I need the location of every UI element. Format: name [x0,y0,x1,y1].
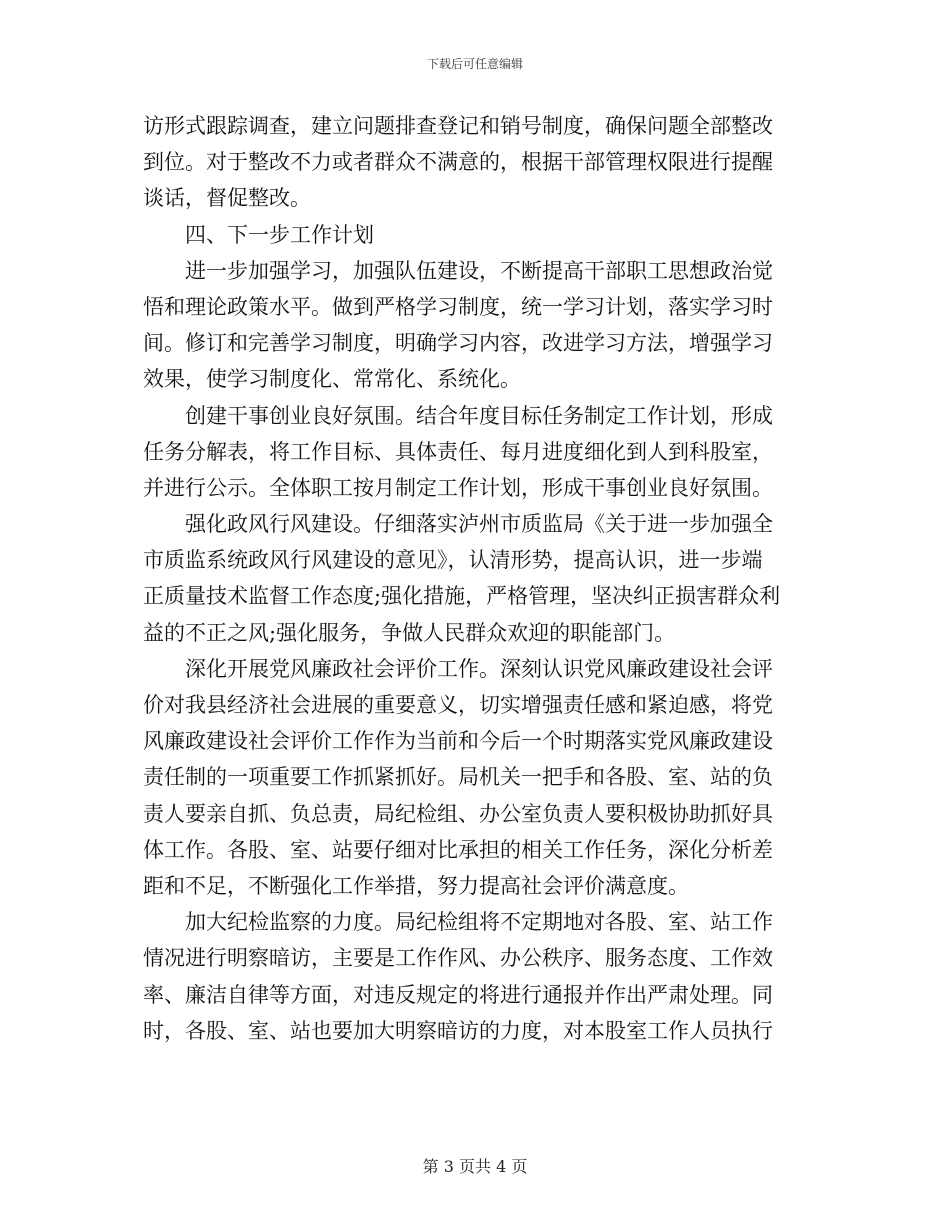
body-line: 责人要亲自抓、负总责，局纪检组、办公室负责人要积极协助抓好具 [143,801,773,826]
body-line: 益的不正之风;强化服务，争做人民群众欢迎的职能部门。 [143,620,676,645]
body-line: 市质监系统政风行风建设的意见》，认清形势，提高认识，进一步端 [143,548,763,573]
body-line: 创建干事创业良好氛围。结合年度目标任务制定工作计划，形成 [185,403,773,428]
body-line: 效果，使学习制度化、常常化、系统化。 [143,367,521,392]
body-line: 并进行公示。全体职工按月制定工作计划，形成干事创业良好氛围。 [143,475,773,500]
body-line: 进一步加强学习，加强队伍建设，不断提高干部职工思想政治觉 [185,258,773,283]
document-body [143,108,807,1049]
body-line: 时，各股、室、站也要加大明察暗访的力度，对本股室工作人员执行 [143,1018,773,1043]
body-line: 率、廉洁自律等方面，对违反规定的将进行通报并作出严肃处理。同 [143,982,773,1007]
body-line: 到位。对于整改不力或者群众不满意的，根据干部管理权限进行提醒 [143,150,773,175]
body-line: 正质量技术监督工作态度;强化措施，严格管理，坚决纠正损害群众利 [143,584,781,609]
body-line: 责任制的一项重要工作抓紧抓好。局机关一把手和各股、室、站的负 [143,765,773,790]
body-line: 谈话，督促整改。 [143,186,311,211]
body-line: 深化开展党风廉政社会评价工作。深刻认识党风廉政建设社会评 [185,656,773,681]
body-line: 距和不足，不断强化工作举措，努力提高社会评价满意度。 [143,873,689,898]
body-line: 四、下一步工作计划 [185,222,374,247]
body-line: 体工作。各股、室、站要仔细对比承担的相关工作任务，深化分析差 [143,837,773,862]
body-line: 任务分解表，将工作目标、具体责任、每月进度细化到人到科股室， [143,439,773,464]
body-line: 强化政风行风建设。仔细落实泸州市质监局《关于进一步加强全 [185,512,773,537]
body-line: 访形式跟踪调查，建立问题排查登记和销号制度，确保问题全部整改 [143,114,773,138]
body-line: 风廉政建设社会评价工作作为当前和今后一个时期落实党风廉政建设 [143,729,773,754]
page-footer: 第 3 页共 4 页 [422,1157,528,1176]
body-line: 悟和理论政策水平。做到严格学习制度，统一学习计划，落实学习时 [143,294,773,319]
body-line: 情况进行明察暗访，主要是工作作风、办公秩序、服务态度、工作效 [143,946,773,971]
body-line: 加大纪检监察的力度。局纪检组将不定期地对各股、室、站工作 [185,910,773,935]
page-header: 下载后可任意编辑 [426,57,523,71]
body-line: 间。修订和完善学习制度，明确学习内容，改进学习方法，增强学习 [143,331,773,356]
body-line: 价对我县经济社会进展的重要意义，切实增强责任感和紧迫感，将党 [143,693,773,717]
